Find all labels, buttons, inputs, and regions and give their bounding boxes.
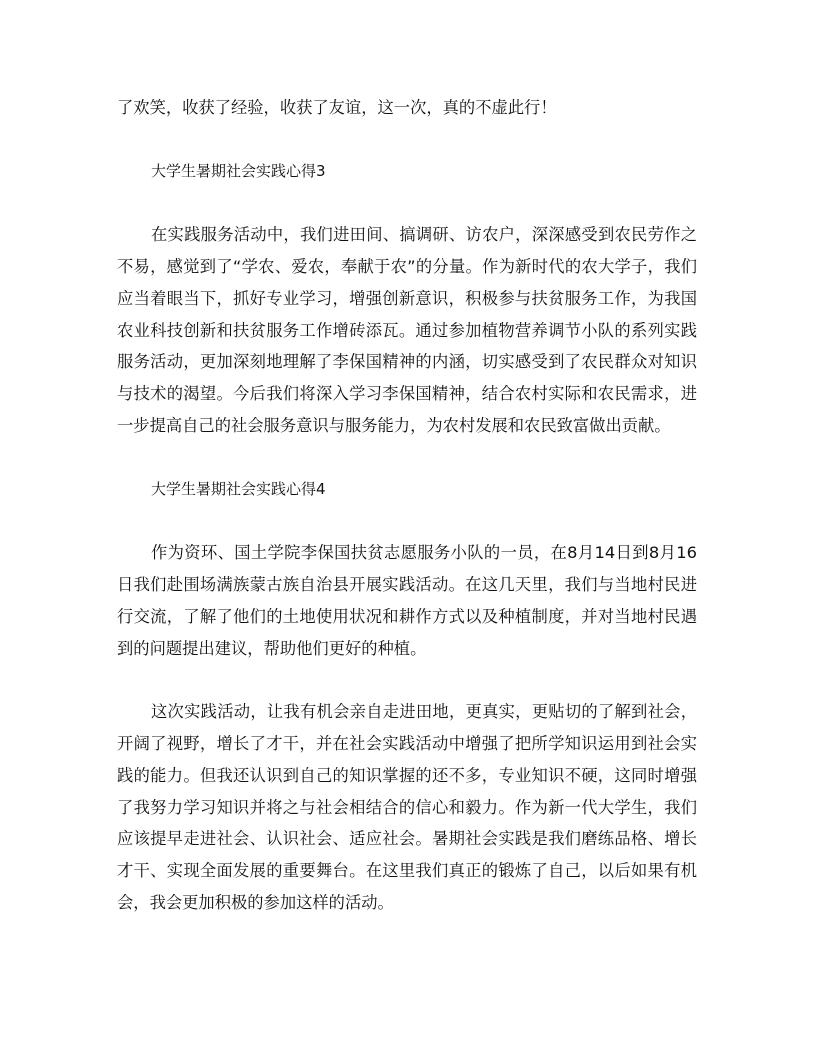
document-page — [117, 92, 697, 919]
spacer — [117, 442, 697, 474]
section-heading-3: 大学生暑期社会实践心得3 — [151, 161, 326, 180]
spacer — [117, 187, 697, 219]
paragraph-section-4-b: 这次实践活动，让我有机会亲自走进田地，更真实，更贴切的了解到社会，开阔了视野，增长了才干，并在社会实践活动中增强了把所学知识运用到社会实践的能力。但我还认识到自己的知识掌握的还不多，专业知识不硬，这同时增强了我努力学习知识并将之与社会相结合的信心和毅力。作为新一代大学生，我们应该提早走进社会、认识社会、适应社会。暑期社会实践是我们磨练品格、增长才干、实现全面发展的重要舞台。在这里我们真正的锻炼了自己，以后如果有机会，我会更加积极的参加这样的活动。 — [117, 702, 697, 912]
spacer — [117, 124, 697, 156]
paragraph-continuation: 了欢笑，收获了经验，收获了友谊，这一次，真的不虚此行！ — [117, 98, 557, 117]
paragraph-section-4-a: 作为资环、国土学院李保国扶贫志愿服务小队的一员，在8月14日到8月16日我们赴围场满族蒙古族自治县开展实践活动。在这几天里，我们与当地村民进行交流，了解了他们的土地使用状况和耕作方式以及种植制度，并对当地村民遇到的问题提出建议，帮助他们更好的种植。 — [117, 543, 697, 658]
paragraph-section-3: 在实践服务活动中，我们进田间、搞调研、访农户，深深感受到农民劳作之不易，感觉到了“学农、爱农，奉献于农”的分量。作为新时代的农大学子，我们应当着眼当下，抓好专业学习，增强创新意识，积极参与扶贫服务工作，为我国农业科技创新和扶贫服务工作增砖添瓦。通过参加植物营养调节小队的系列实践服务活动，更加深刻地理解了李保国精神的内涵，切实感受到了农民群众对知识与技术的渴望。今后我们将深入学习李保国精神，结合农村实际和农民需求，进一步提高自己的社会服务意识与服务能力，为农村发展和农民致富做出贡献。 — [117, 225, 697, 435]
section-heading-4: 大学生暑期社会实践心得4 — [151, 479, 326, 498]
spacer — [117, 664, 697, 696]
spacer — [117, 505, 697, 537]
